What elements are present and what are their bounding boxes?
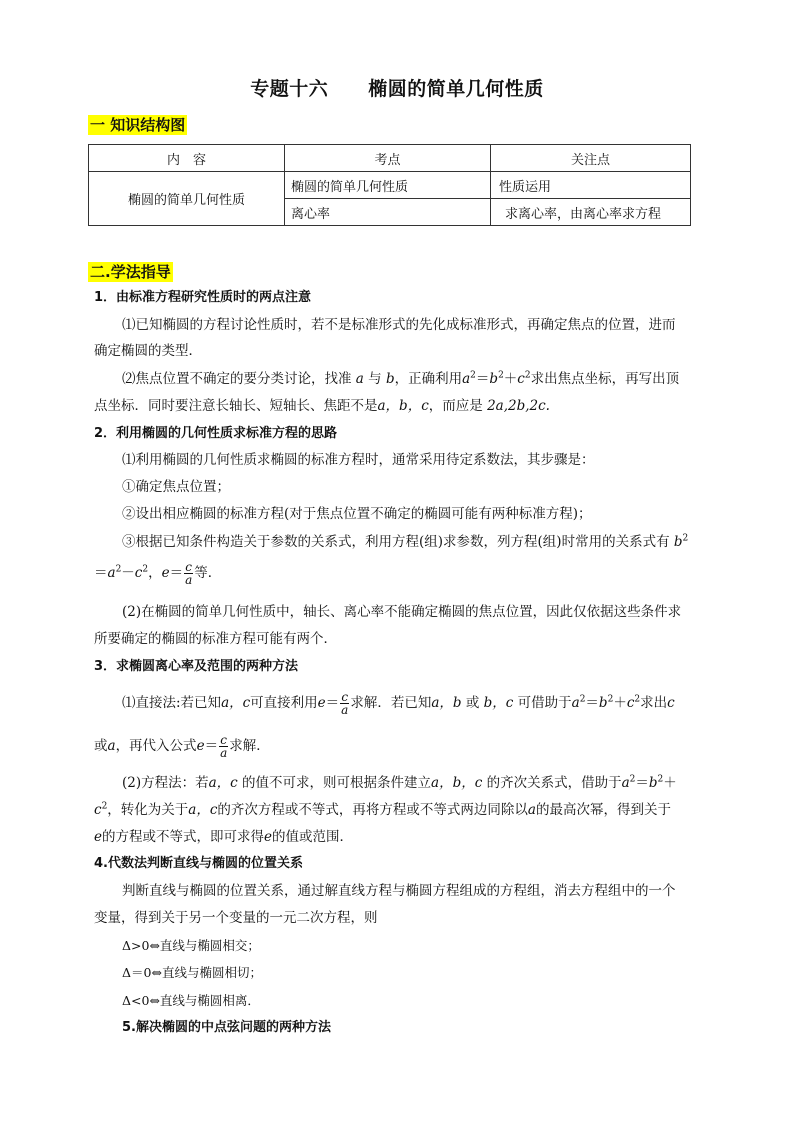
section-heading-study-guide: 二.学法指导 <box>90 263 171 281</box>
paragraph-line: ⑵焦点位置不确定的要分类讨论，找准 a 与 b，正确利用$a^2=b^2+c^2$求出焦点坐标，再写出顶 <box>122 370 680 387</box>
paragraph-line: $=a^2-c^2$，e＝ $\frac{c}{a}$ 等． <box>94 560 222 587</box>
condition-line: Δ<0⇔直线与椭圆相离． <box>122 993 260 1008</box>
table-cell: 求离心率，由离心率求方程 <box>491 199 691 226</box>
paragraph-line: 或a，再代入公式e＝ $\frac{c}{a}$ 求解． <box>94 733 270 760</box>
paragraph-line: ①确定焦点位置； <box>122 479 230 495</box>
point-5-title: 5.解决椭圆的中点弦问题的两种方法 <box>122 1020 331 1035</box>
section-heading-knowledge-structure: 一 知识结构图 <box>90 116 186 134</box>
paragraph-line: 判断直线与椭圆的位置关系，通过解直线方程与椭圆方程组成的方程组，消去方程组中的一个 <box>122 883 676 899</box>
point-2-title: 2．利用椭圆的几何性质求标准方程的思路 <box>94 426 338 441</box>
paragraph-line: 点坐标．同时要注意长轴长、短轴长、焦距不是a，b，c，而应是 2a,2b,2c. <box>94 398 550 414</box>
title-topic-number: 专题十六 <box>250 78 329 100</box>
paragraph-line: $c^2$，转化为关于a，c的齐次方程或不等式，再将方程或不等式两边同除以a的最高次幂，得到关于 <box>94 801 671 818</box>
paragraph-line: ③根据已知条件构造关于参数的关系式，利用方程(组)求参数，列方程(组)时常用的关系式有 $b^2$ <box>122 533 689 550</box>
paragraph-line: 变量，得到关于另一个变量的一元二次方程，则 <box>94 910 378 926</box>
page-title <box>0 74 794 101</box>
paragraph-line: 所要确定的椭圆的标准方程可能有两个． <box>94 631 337 647</box>
table-cell: 性质运用 <box>491 172 691 199</box>
point-3-title: 3．求椭圆离心率及范围的两种方法 <box>94 659 299 674</box>
table-header-cell: 关注点 <box>491 145 691 172</box>
paragraph-line: ⑴直接法:若已知a，c可直接利用e＝ $\frac{c}{a}$ 求解．若已知a，b 或 b，c 可借助于$a^2=b^2+c^2$求出c <box>122 690 675 717</box>
paragraph-line: (2)在椭圆的简单几何性质中，轴长、离心率不能确定椭圆的焦点位置，因此仅依据这些条件求 <box>122 604 682 620</box>
table-cell: 椭圆的简单几何性质 <box>285 172 491 199</box>
condition-line: Δ>0⇔直线与椭圆相交； <box>122 938 260 953</box>
fraction-c-over-a: $\frac{c}{a}$ <box>185 560 193 587</box>
paragraph-line: 确定椭圆的类型． <box>94 343 202 359</box>
paragraph-line: (2)方程法：若a，c 的值不可求，则可根据条件建立a，b，c 的齐次关系式，借助于$a^2=b^2+$ <box>122 774 677 791</box>
point-1-title: 1．由标准方程研究性质时的两点注意 <box>94 290 312 305</box>
table-row <box>89 172 691 199</box>
title-topic-name: 椭圆的简单几何性质 <box>368 78 544 100</box>
knowledge-table <box>88 144 691 226</box>
fraction-c-over-a: $\frac{c}{a}$ <box>341 690 349 717</box>
point-4-title: 4.代数法判断直线与椭圆的位置关系 <box>94 856 303 871</box>
table-header-cell: 考点 <box>285 145 491 172</box>
paragraph-line: ②设出相应椭圆的标准方程(对于焦点位置不确定的椭圆可能有两种标准方程)； <box>122 506 592 522</box>
table-cell: 离心率 <box>285 199 491 226</box>
fraction-c-over-a: $\frac{c}{a}$ <box>220 733 228 760</box>
paragraph-line: ⑴利用椭圆的几何性质求椭圆的标准方程时，通常采用待定系数法，其步骤是： <box>122 452 595 468</box>
table-header-row <box>89 145 691 172</box>
table-header-cell: 内 容 <box>89 145 285 172</box>
table-row-label: 椭圆的简单几何性质 <box>89 172 285 226</box>
condition-line: Δ＝0⇔直线与椭圆相切； <box>122 965 262 980</box>
paragraph-line: ⑴已知椭圆的方程讨论性质时，若不是标准形式的先化成标准形式，再确定焦点的位置，进而 <box>122 317 676 333</box>
paragraph-line: e的方程或不等式，即可求得e的值或范围． <box>94 829 353 845</box>
